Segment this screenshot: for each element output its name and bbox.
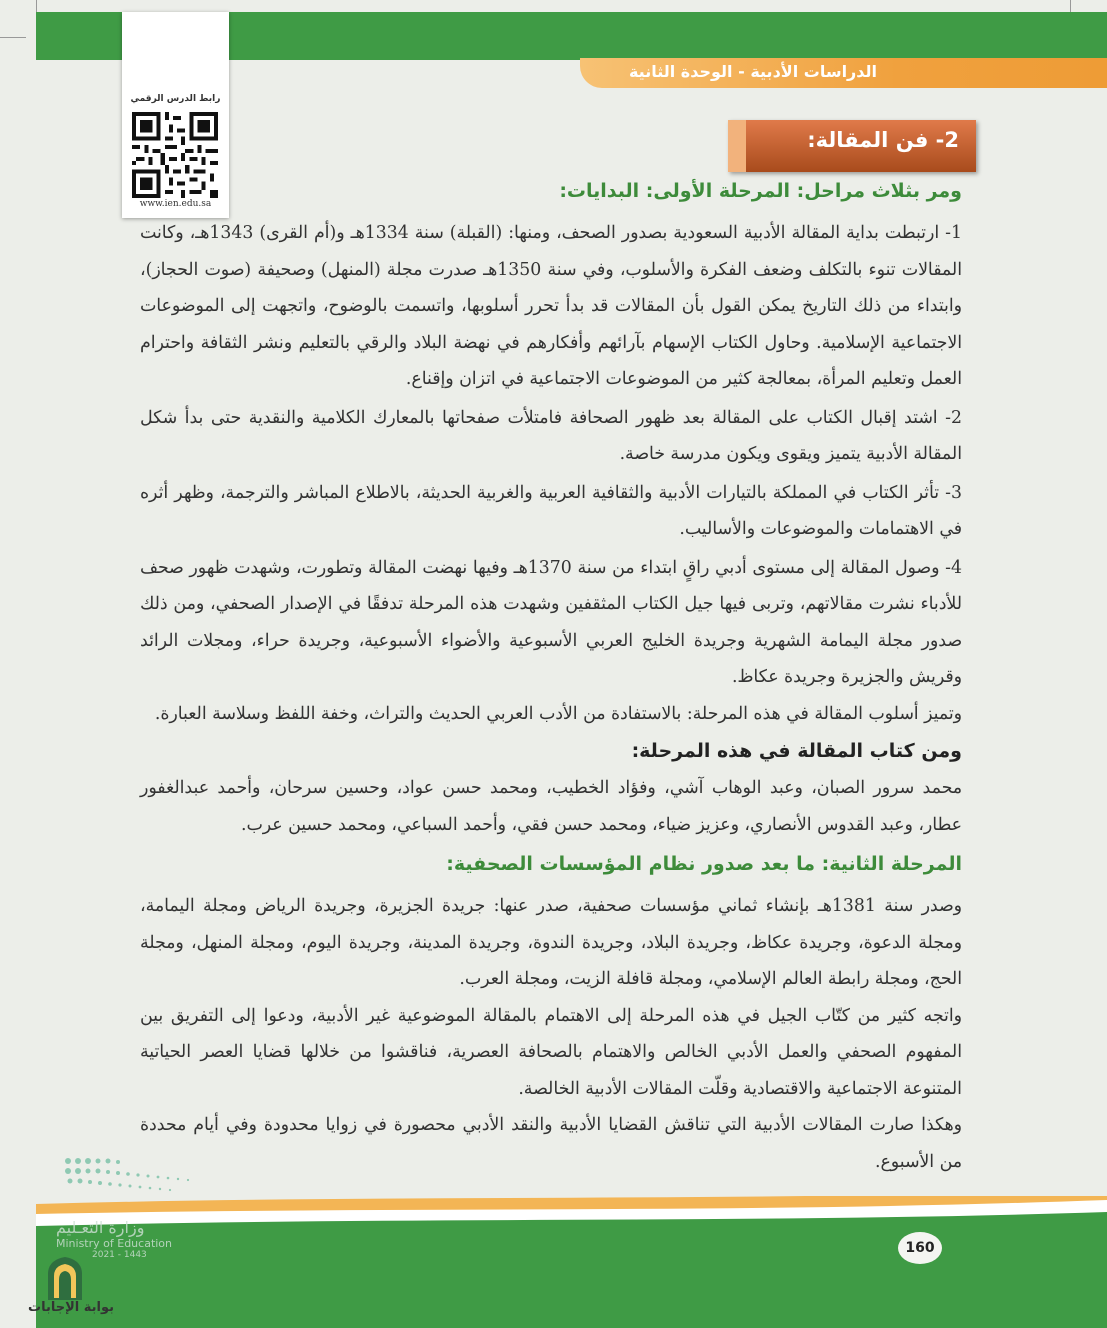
paragraph-8: وهكذا صارت المقالات الأدبية التي تناقش القضايا الأدبية والنقد الأدبي محصورة في زوايا محدودة وفي أيام محددة من الأسبوع. (140, 1115, 962, 1172)
qr-caption: رابط الدرس الرقمي (130, 94, 221, 104)
paragraph-5: وتميز أسلوب المقالة في هذه المرحلة: بالاستفادة من الأدب العربي الحديث والتراث، وخفة اللفظ وسلاسة العبارة. (154, 703, 962, 724)
mosque-logo-icon (40, 1254, 90, 1302)
site-label[interactable]: بوابة الإجابات (28, 1300, 114, 1315)
writers-list: محمد سرور الصبان، وعبد الوهاب آشي، وفؤاد الخطيب، ومحمد حسن عواد، وحسين سرحان، وأحمد عبدالغفور عطار، وعبد القدوس الأنصاري، وعزيز ضياء، ومحمد حسن فقي، وأحمد السباعي، ومحمد حسين عرب. (140, 778, 962, 835)
paragraph-7: واتجه كثير من كتّاب الجيل في هذه المرحلة إلى الاهتمام بالمقالة الموضوعية غير الأدبية، ودعوا إلى التفريق بين المفهوم الصحفي والعمل الأدبي الخالص والاهتمام بالصحافة العصرية، فناقشوا من خلالها قضايا العصر الحياتية المتنوعة الاجتماعية والاقتصادية وقلّت المقالات الأدبية الخالصة. (140, 1005, 962, 1099)
ministry-name-en: Ministry of Education (56, 1237, 173, 1250)
stage2-heading: المرحلة الثانية: ما بعد صدور نظام المؤسسات الصحفية: (446, 853, 962, 875)
lesson-content (140, 176, 986, 1180)
paragraph-4: 4- وصول المقالة إلى مستوى أدبي راقٍ ابتداء من سنة 1370هـ وفيها نهضت المقالة وتطورت، وشهدت ظهور صحف للأدباء نشرت مقالاتهم، وتربى فيها جيل الكتاب المثقفين وشهدت هذه المرحلة تدفقًا في الإصدار الصحفي، ومن ذلك صدور مجلة اليمامة الشهرية وجريدة الخليج العربي الأسبوعية والأضواء الأسبوعية، وجريدة حراء، ومجلات الرائد وقريش والجزيرة وجريدة عكاظ. (140, 557, 962, 687)
ministry-name-ar: وزارة التعـليم (56, 1218, 145, 1237)
paragraph-1: 1- ارتبطت بداية المقالة الأدبية السعودية بصدور الصحف، ومنها: (القبلة) سنة 1334هـ و(أم القرى) 1343هـ، وكانت المقالات تنوء بالتكلف وضعف الفكرة والأسلوب، وفي سنة 1350هـ صدرت مجلة (المنهل) وصحيفة (صوت الحجاز)، وابتداء من ذلك التاريخ يمكن القول بأن المقالات قد بدأ تحرر أسلوبها، واتسمت بالوضوح، واتجهت إلى الموضوعات الاجتماعية الإسلامية. وحاول الكتاب الإسهام بآرائهم وأفكارهم في نهضة البلاد والرقي بالتعليم ونشر الثقافة واحترام العمل وتعليم المرأة، بمعالجة كثير من الموضوعات الاجتماعية في اتزان وإقناع. (140, 223, 962, 389)
page-number: 160 (896, 1230, 944, 1266)
paragraph-3: 3- تأثر الكتاب في المملكة بالتيارات الأدبية والثقافية العربية والغربية الحديثة، بالاطلاع المباشر والترجمة، وظهر أثره في الاهتمامات والموضوعات والأساليب. (140, 482, 962, 539)
ministry-year: 2021 - 1443 (92, 1250, 147, 1260)
stage1-heading: ومر بثلاث مراحل: المرحلة الأولى: البدايات: (559, 180, 962, 202)
ministry-dots-logo (62, 1155, 202, 1197)
page-header-title: الدراسات الأدبية - الوحدة الثانية (628, 62, 877, 81)
section-tag-strip (728, 120, 746, 172)
crop-mark (0, 37, 26, 38)
bottom-decoration (0, 1196, 1107, 1328)
section-title: 2- فن المقالة: (807, 128, 959, 152)
writers-heading: ومن كتاب المقالة في هذه المرحلة: (631, 740, 962, 762)
qr-url[interactable]: www.ien.edu.sa (139, 199, 212, 209)
paragraph-2: 2- اشتد إقبال الكتاب على المقالة بعد ظهور الصحافة فامتلأت صفحاتها بالمعارك الكلامية والنقدية حتى بدأ شكل المقالة الأدبية يتميز ويقوى ويكون مدرسة خاصة. (140, 407, 962, 464)
paragraph-6: وصدر سنة 1381هـ بإنشاء ثماني مؤسسات صحفية، صدر عنها: جريدة الجزيرة، وجريدة الرياض ومجلة اليمامة، ومجلة الدعوة، وجريدة عكاظ، وجريدة البلاد، وجريدة الندوة، وجريدة المدينة، وجريدة اليوم، ومجلة المنهل، ومجلة الحج، ومجلة رابطة العالم الإسلامي، ومجلة قافلة الزيت، ومجلة العرب. (140, 896, 962, 989)
